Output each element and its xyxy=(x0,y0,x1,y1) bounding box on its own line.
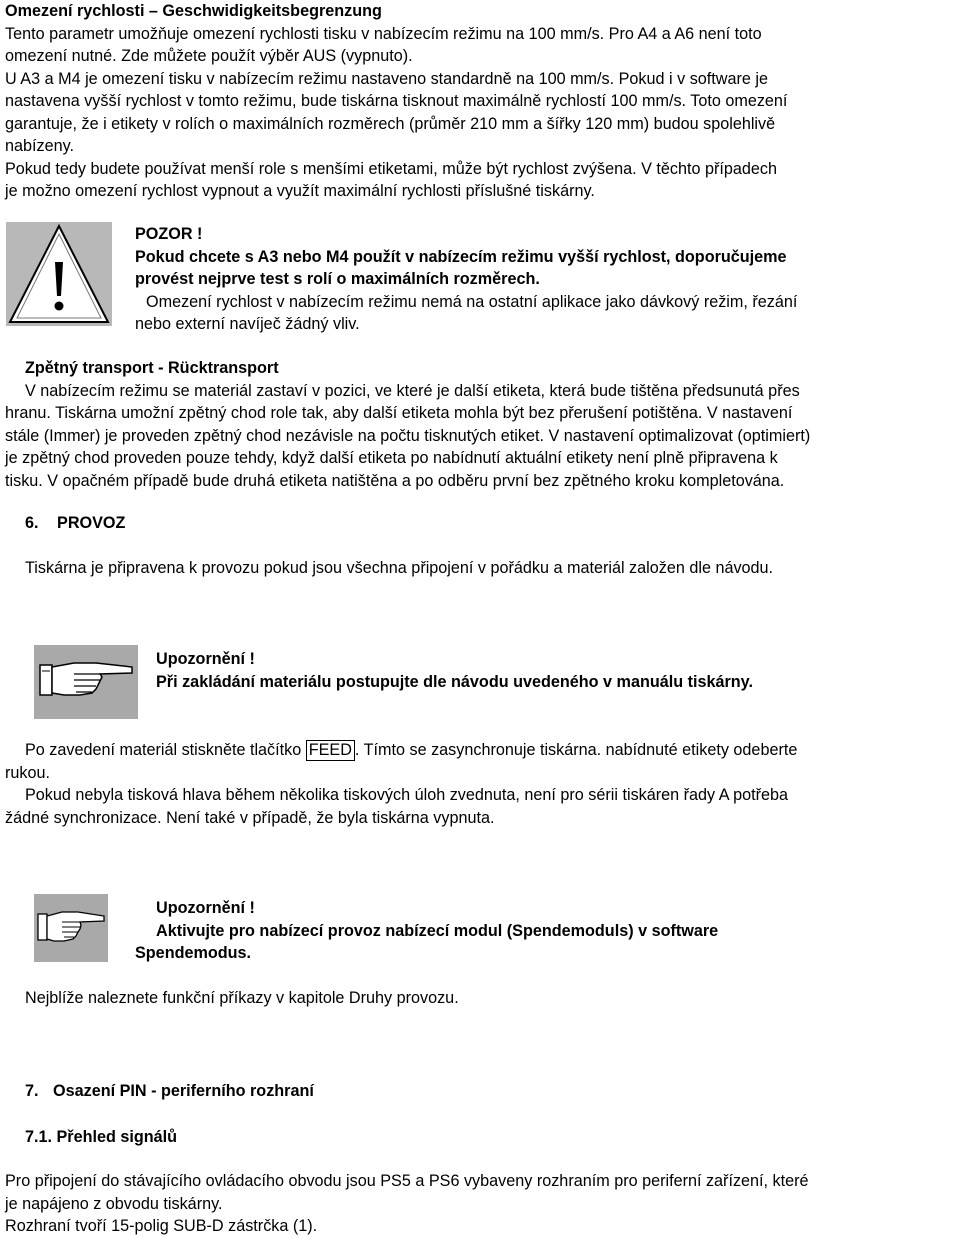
feed-line xyxy=(5,739,955,762)
pointing-hand-icon xyxy=(34,894,108,962)
section-7-heading xyxy=(25,1080,314,1102)
backfeed-title: Zpětný transport - Rücktransport xyxy=(25,359,279,377)
section-7-number: 7. xyxy=(25,1082,39,1100)
note1-title: Upozornění ! xyxy=(156,650,255,668)
signals-line: je napájeno z obvodu tiskárny. xyxy=(5,1194,223,1213)
warning-bold-line: provést nejprve test s rolí o maximálních rozměrech. xyxy=(135,270,540,288)
feed-text-before: Po zavedení materiál stiskněte tlačítko xyxy=(25,741,306,759)
feed-line-4: žádné synchronizace. Není také v případě, že byla tiskárna vypnuta. xyxy=(5,808,495,827)
warning-block xyxy=(135,223,955,336)
speed-limit-section xyxy=(5,0,955,203)
backfeed-section xyxy=(5,357,955,492)
speed-limit-line: je možno omezení rychlost vypnout a využít maximální rychlosti příslušné tiskárny. xyxy=(5,182,595,200)
speed-limit-line: Pokud tedy budete používat menší role s menšími etiketami, může být rychlost zvýšena. V těchto případech xyxy=(5,159,777,178)
warning-triangle-icon xyxy=(6,222,112,326)
note2-line-2: Spendemodus. xyxy=(135,944,252,962)
note1-text: Při zakládání materiálu postupujte dle návodu uvedeného v manuálu tiskárny. xyxy=(156,672,753,691)
feed-text-after: . Tímto se zasynchronuje tiskárna. nabídnuté etikety odeberte xyxy=(354,741,798,759)
backfeed-line: V nabízecím režimu se materiál zastaví v pozici, ve které je další etiketa, která bude tištěna předsunutá přes xyxy=(25,381,800,400)
speed-limit-title: Omezení rychlosti – Geschwidigkeitsbegrenzung xyxy=(5,2,382,20)
warning-line: Omezení rychlost v nabízecím režimu nemá na ostatní aplikace jako dávkový režim, řezání xyxy=(146,292,798,311)
note2-line-1: Aktivujte pro nabízecí provoz nabízecí modul (Spendemoduls) v software xyxy=(156,921,719,940)
feed-line-3: Pokud nebyla tisková hlava během několika tiskových úloh zvednuta, není pro sérii tiskáren řady A potřeba xyxy=(25,786,789,804)
speed-limit-line: U A3 a M4 je omezení tisku v nabízecím režimu nastaveno standardně na 100 mm/s. Pokud i v software je xyxy=(5,69,768,88)
speed-limit-line: nabízeny. xyxy=(5,137,74,155)
note2-title: Upozornění ! xyxy=(156,899,255,917)
section-7-1-heading xyxy=(25,1126,177,1148)
section-6-number: 6. xyxy=(25,514,39,532)
provoz-text-block xyxy=(25,557,955,580)
warning-bold-line: Pokud chcete s A3 nebo M4 použít v nabízecím režimu vyšší rychlost, doporučujeme xyxy=(135,247,787,266)
backfeed-line: hranu. Tiskárna umožní zpětný chod role tak, aby další etiketa mohla být bez přerušení potištěna. V nastavení xyxy=(5,404,793,422)
section-6-title: PROVOZ xyxy=(57,514,126,532)
backfeed-line: tisku. V opačném případě bude druhá etiketa natištěna a po odběru první bez zpětného kroku kompletována. xyxy=(5,471,785,490)
speed-limit-line: nastavena vyšší rychlost v tomto režimu, bude tiskárna tisknout maximálně rychlostí 100 mm/s. Toto omezení xyxy=(5,92,788,110)
note2-block xyxy=(135,897,955,965)
section-7-1-title: 7.1. Přehled signálů xyxy=(25,1128,178,1146)
pointing-hand-icon xyxy=(34,645,138,719)
speed-limit-line: garantuje, že i etikety v rolích o maximálních rozměrech (průměr 210 mm a šířky 120 mm) budou spolehlivě xyxy=(5,114,776,133)
section-6-heading xyxy=(25,512,125,534)
signals-block xyxy=(5,1170,955,1238)
commands-text: Nejblíže naleznete funkční příkazy v kapitole Druhy provozu. xyxy=(25,989,459,1007)
speed-limit-line: omezení nutné. Zde můžete použít výběr AUS (vypnuto). xyxy=(5,47,413,65)
backfeed-line: je zpětný chod proveden pouze tehdy, když další etiketa po nabídnutí aktuální etikety není plně připravena k xyxy=(5,449,778,467)
note1-block xyxy=(156,648,946,693)
feed-paragraph xyxy=(5,739,955,829)
backfeed-line: stále (Immer) je proveden zpětný chod nezávisle na počtu tisknutých etiket. V nastavení optimalizovat (optimiert) xyxy=(5,426,811,445)
section-7-title: Osazení PIN - periferního rozhraní xyxy=(53,1082,314,1100)
speed-limit-line: Tento parametr umožňuje omezení rychlosti tisku v nabízecím režimu na 100 mm/s. Pro A4 a A6 není toto xyxy=(5,24,762,43)
feed-line-2: rukou. xyxy=(5,763,50,782)
feed-button-label: FEED xyxy=(306,740,355,761)
signals-line: Rozhraní tvoří 15-polig SUB-D zástrčka (1). xyxy=(5,1217,318,1235)
warning-line: nebo externí navíječ žádný vliv. xyxy=(135,315,360,333)
warning-title: POZOR ! xyxy=(135,225,203,243)
provoz-text: Tiskárna je připravena k provozu pokud jsou všechna připojení v pořádku a materiál založen dle návodu. xyxy=(25,559,774,577)
commands-block xyxy=(25,987,955,1010)
signals-line: Pro připojení do stávajícího ovládacího obvodu jsou PS5 a PS6 vybaveny rozhraním pro periferní zařízení, které xyxy=(5,1172,809,1190)
